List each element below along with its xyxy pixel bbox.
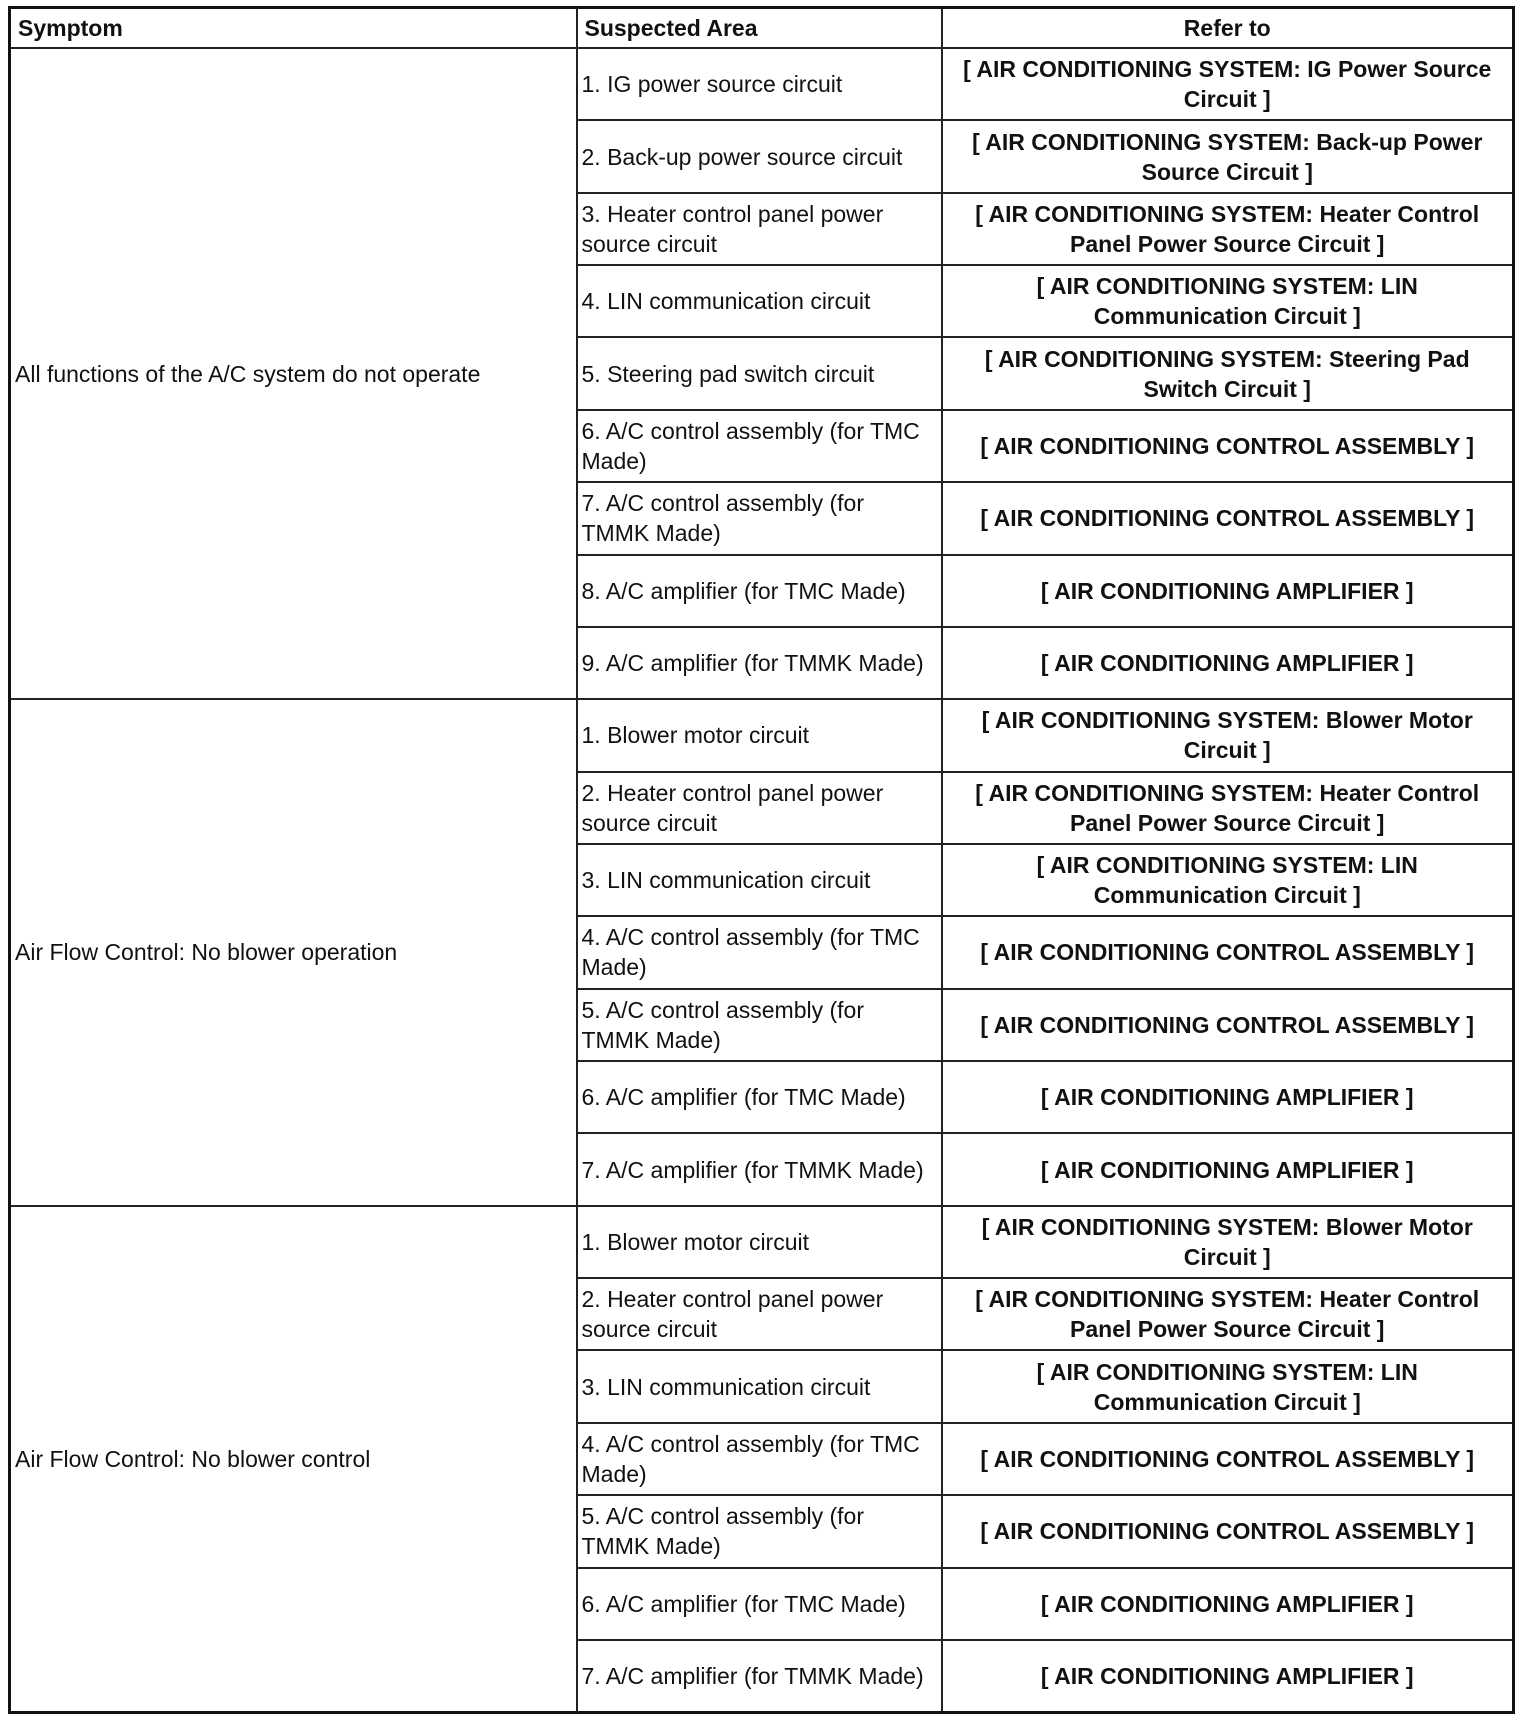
refer-to-link[interactable]: [ AIR CONDITIONING SYSTEM: Heater Control Panel Power Source Circuit ] bbox=[942, 193, 1514, 265]
suspected-area-cell: 6. A/C control assembly (for TMC Made) bbox=[577, 410, 942, 482]
suspected-area-cell: 2. Heater control panel power source circuit bbox=[577, 772, 942, 844]
table-row bbox=[10, 48, 1514, 120]
suspected-area-cell: 1. Blower motor circuit bbox=[577, 1206, 942, 1278]
suspected-area-cell: 2. Back-up power source circuit bbox=[577, 120, 942, 192]
table-row bbox=[10, 699, 1514, 771]
refer-to-link[interactable]: [ AIR CONDITIONING CONTROL ASSEMBLY ] bbox=[942, 989, 1514, 1061]
refer-to-link[interactable]: [ AIR CONDITIONING SYSTEM: Heater Control Panel Power Source Circuit ] bbox=[942, 1278, 1514, 1350]
refer-to-link[interactable]: [ AIR CONDITIONING CONTROL ASSEMBLY ] bbox=[942, 1423, 1514, 1495]
table-header bbox=[10, 8, 1514, 49]
refer-to-link[interactable]: [ AIR CONDITIONING SYSTEM: Blower Motor Circuit ] bbox=[942, 1206, 1514, 1278]
suspected-area-cell: 5. Steering pad switch circuit bbox=[577, 337, 942, 409]
refer-to-link[interactable]: [ AIR CONDITIONING CONTROL ASSEMBLY ] bbox=[942, 1495, 1514, 1567]
header-symptom: Symptom bbox=[10, 8, 577, 49]
suspected-area-cell: 4. A/C control assembly (for TMC Made) bbox=[577, 916, 942, 988]
symptom-table bbox=[8, 6, 1515, 1714]
header-row bbox=[10, 8, 1514, 49]
refer-to-link[interactable]: [ AIR CONDITIONING SYSTEM: Steering Pad Switch Circuit ] bbox=[942, 337, 1514, 409]
table-body bbox=[10, 48, 1514, 1713]
refer-to-link[interactable]: [ AIR CONDITIONING AMPLIFIER ] bbox=[942, 1061, 1514, 1133]
symptom-cell: Air Flow Control: No blower control bbox=[10, 1206, 577, 1713]
suspected-area-cell: 7. A/C amplifier (for TMMK Made) bbox=[577, 1133, 942, 1205]
refer-to-link[interactable]: [ AIR CONDITIONING SYSTEM: Blower Motor Circuit ] bbox=[942, 699, 1514, 771]
refer-to-link[interactable]: [ AIR CONDITIONING AMPLIFIER ] bbox=[942, 1640, 1514, 1713]
suspected-area-cell: 1. IG power source circuit bbox=[577, 48, 942, 120]
header-refer-to: Refer to bbox=[942, 8, 1514, 49]
suspected-area-cell: 3. LIN communication circuit bbox=[577, 844, 942, 916]
header-suspected-area: Suspected Area bbox=[577, 8, 942, 49]
suspected-area-cell: 4. A/C control assembly (for TMC Made) bbox=[577, 1423, 942, 1495]
refer-to-link[interactable]: [ AIR CONDITIONING SYSTEM: Back-up Power Source Circuit ] bbox=[942, 120, 1514, 192]
suspected-area-cell: 3. LIN communication circuit bbox=[577, 1350, 942, 1422]
troubleshooting-sheet bbox=[8, 6, 1512, 1714]
refer-to-link[interactable]: [ AIR CONDITIONING CONTROL ASSEMBLY ] bbox=[942, 482, 1514, 554]
refer-to-link[interactable]: [ AIR CONDITIONING CONTROL ASSEMBLY ] bbox=[942, 410, 1514, 482]
suspected-area-cell: 4. LIN communication circuit bbox=[577, 265, 942, 337]
refer-to-link[interactable]: [ AIR CONDITIONING AMPLIFIER ] bbox=[942, 1568, 1514, 1640]
refer-to-link[interactable]: [ AIR CONDITIONING SYSTEM: LIN Communication Circuit ] bbox=[942, 265, 1514, 337]
refer-to-link[interactable]: [ AIR CONDITIONING CONTROL ASSEMBLY ] bbox=[942, 916, 1514, 988]
refer-to-link[interactable]: [ AIR CONDITIONING AMPLIFIER ] bbox=[942, 627, 1514, 699]
suspected-area-cell: 6. A/C amplifier (for TMC Made) bbox=[577, 1061, 942, 1133]
symptom-cell: All functions of the A/C system do not operate bbox=[10, 48, 577, 699]
table-row bbox=[10, 1206, 1514, 1278]
suspected-area-cell: 7. A/C control assembly (for TMMK Made) bbox=[577, 482, 942, 554]
suspected-area-cell: 7. A/C amplifier (for TMMK Made) bbox=[577, 1640, 942, 1713]
suspected-area-cell: 8. A/C amplifier (for TMC Made) bbox=[577, 555, 942, 627]
suspected-area-cell: 5. A/C control assembly (for TMMK Made) bbox=[577, 989, 942, 1061]
suspected-area-cell: 5. A/C control assembly (for TMMK Made) bbox=[577, 1495, 942, 1567]
refer-to-link[interactable]: [ AIR CONDITIONING SYSTEM: Heater Control Panel Power Source Circuit ] bbox=[942, 772, 1514, 844]
refer-to-link[interactable]: [ AIR CONDITIONING SYSTEM: LIN Communication Circuit ] bbox=[942, 1350, 1514, 1422]
refer-to-link[interactable]: [ AIR CONDITIONING AMPLIFIER ] bbox=[942, 555, 1514, 627]
suspected-area-cell: 2. Heater control panel power source circuit bbox=[577, 1278, 942, 1350]
refer-to-link[interactable]: [ AIR CONDITIONING AMPLIFIER ] bbox=[942, 1133, 1514, 1205]
suspected-area-cell: 9. A/C amplifier (for TMMK Made) bbox=[577, 627, 942, 699]
suspected-area-cell: 6. A/C amplifier (for TMC Made) bbox=[577, 1568, 942, 1640]
suspected-area-cell: 1. Blower motor circuit bbox=[577, 699, 942, 771]
refer-to-link[interactable]: [ AIR CONDITIONING SYSTEM: IG Power Source Circuit ] bbox=[942, 48, 1514, 120]
suspected-area-cell: 3. Heater control panel power source circuit bbox=[577, 193, 942, 265]
refer-to-link[interactable]: [ AIR CONDITIONING SYSTEM: LIN Communication Circuit ] bbox=[942, 844, 1514, 916]
symptom-cell: Air Flow Control: No blower operation bbox=[10, 699, 577, 1206]
